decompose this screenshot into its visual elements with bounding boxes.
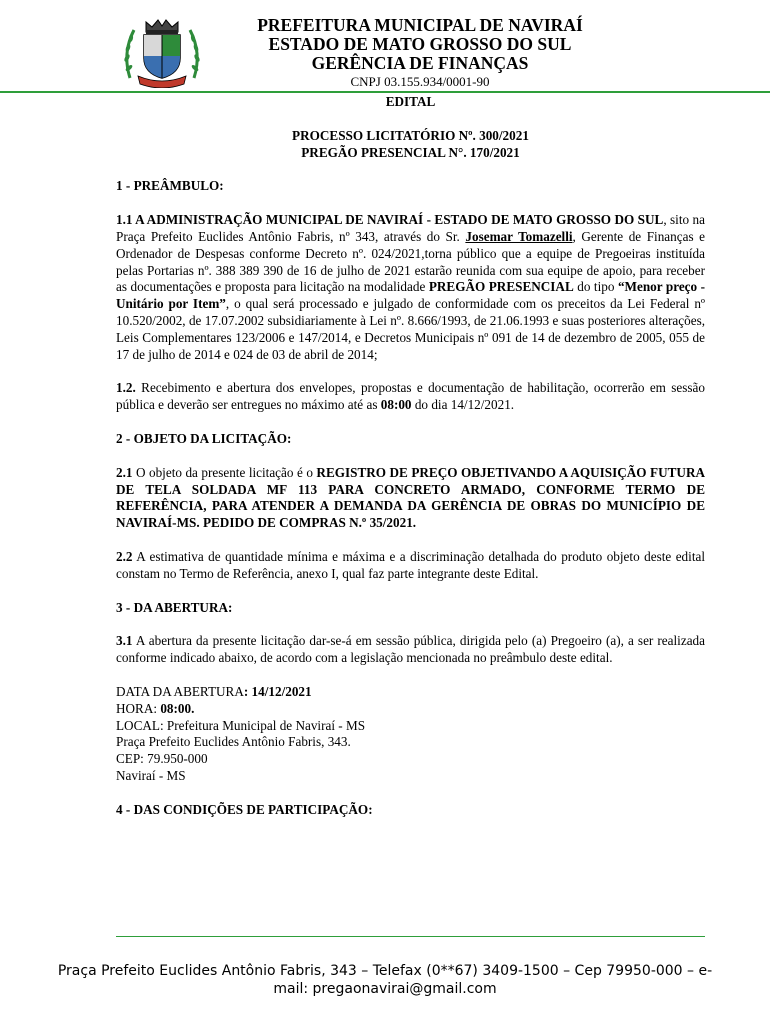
deadline-time: 08:00 <box>380 397 412 413</box>
footer-email: mail: pregaonavirai@gmail.com <box>273 981 497 997</box>
section-heading: 1 - PREÂMBULO: <box>116 178 224 194</box>
paragraph-text: do tipo <box>573 279 618 295</box>
paragraph-number: 2.1 <box>116 464 133 480</box>
section-heading: 4 - DAS CONDIÇÕES DE PARTICIPAÇÃO: <box>116 801 373 817</box>
paragraph-text: , sito na Praça Prefeito Euclides Antônio Fabris, nº 343, através do Sr. <box>116 212 705 244</box>
paragraph-2-1 <box>116 465 705 532</box>
opening-date-value: : 14/12/2021 <box>243 683 312 699</box>
paragraph-text: 1.1 A ADMINISTRAÇÃO MUNICIPAL DE NAVIRAÍ - ESTADO DE MATO GROSSO DO SUL <box>116 212 664 228</box>
paragraph-2-2 <box>116 549 705 583</box>
footer <box>0 962 770 998</box>
paragraph-1-2 <box>116 380 705 414</box>
opening-cep: CEP: 79.950-000 <box>116 751 208 767</box>
opening-time-label: HORA: <box>116 700 161 716</box>
paragraph-text: Recebimento e abertura dos envelopes, propostas e documentação de habilitação, ocorrerão em sessão pública e deverão ser entregues no máximo até as <box>116 380 705 413</box>
paragraph-number: 2.2 <box>116 548 133 564</box>
opening-city: Naviraí - MS <box>116 767 186 783</box>
paragraph-text: A abertura da presente licitação dar-se-á em sessão pública, dirigida pelo (a) Pregoeiro (a), a ser realizada conforme indicado abaixo, de acordo com a legislação mencionada no preâmbulo deste edital. <box>116 633 705 666</box>
document-body <box>116 93 705 819</box>
modality: PREGÃO PRESENCIAL <box>428 279 574 295</box>
process-number: PROCESSO LICITATÓRIO Nº. 300/2021 <box>292 127 529 143</box>
paragraph-text: do dia 14/12/2021. <box>411 397 515 413</box>
footer-address: Praça Prefeito Euclides Antônio Fabris, 343 – Telefax (0**67) 3409-1500 – Cep 79950-000 – e- <box>57 963 713 979</box>
municipal-coat-of-arms-icon <box>120 18 204 88</box>
opening-location: LOCAL: Prefeitura Municipal de Naviraí - MS <box>116 717 366 733</box>
section-heading: 3 - DA ABERTURA: <box>116 599 233 615</box>
letterhead-cnpj: CNPJ 03.155.934/0001-90 <box>350 74 490 89</box>
opening-time-value: 08:00. <box>160 700 195 716</box>
paragraph-text: A estimativa de quantidade mínima e máxima e a discriminação detalhada do produto objeto deste edital constam no Termo de Referência, anexo I, qual faz parte integrante deste Edital. <box>116 548 705 581</box>
auction-number: PREGÃO PRESENCIAL N°. 170/2021 <box>301 144 520 160</box>
paragraph-3-1 <box>116 633 705 667</box>
opening-time <box>116 701 705 718</box>
footer-rule <box>116 936 705 937</box>
letterhead <box>0 0 770 92</box>
paragraph-1-1 <box>116 212 705 363</box>
paragraph-number: 3.1 <box>116 633 133 649</box>
letterhead-state: ESTADO DE MATO GROSSO DO SUL <box>268 34 572 54</box>
document-type: EDITAL <box>385 94 436 109</box>
manager-name: Josemar Tomazelli <box>465 228 573 244</box>
opening-address: Praça Prefeito Euclides Antônio Fabris, 343. <box>116 734 351 750</box>
paragraph-text: O objeto da presente licitação é o <box>132 464 317 480</box>
paragraph-text: , o qual será processado e julgado de conformidade com os preceitos da Lei Federal nº 10.520/2002, de 17.07.2002 subsidiariamente à Lei nº. 8.666/1993, de 21.06.1993 e suas posteriores alterações, Leis Complementares 123/2006 e 147/2014, e Decretos Municipais nº 091 de 14 de dezembro de 2005, 055 de 17 de julho de 2014 e 024 de 03 de abril de 2014; <box>116 296 706 362</box>
letterhead-title: PREFEITURA MUNICIPAL DE NAVIRAÍ <box>257 15 583 35</box>
opening-date <box>116 684 705 701</box>
paragraph-number: 1.2. <box>116 380 136 396</box>
letterhead-department: GERÊNCIA DE FINANÇAS <box>311 53 529 73</box>
section-heading: 2 - OBJETO DA LICITAÇÃO: <box>116 430 292 446</box>
bid-object: REGISTRO DE PREÇO OBJETIVANDO A AQUISIÇÃO FUTURA DE TELA SOLDADA MF 113 PARA CONCRETO ARMADO, CONFORME TERMO DE REFERÊNCIA, PARA ATENDER A DEMANDA DA GERÊNCIA DE OBRAS DO MUNICÍPIO DE NAVIRAÍ-MS. PEDIDO DE COMPRAS N.º 35/2021. <box>116 464 705 531</box>
opening-date-label: DATA DA ABERTURA <box>116 683 244 699</box>
bid-type: “Menor preço - Unitário por Item” <box>116 279 706 312</box>
paragraph-text: , Gerente de Finanças e Ordenador de Despesas conforme Decreto nº. 024/2021,torna público que a equipe de Pregoeiras instituída pelas Portarias nº. 388 389 390 de 16 de julho de 2021 estarão reunida com sua equipe de apoio, para receber as documentações e proposta para licitação na modalidade <box>116 228 705 295</box>
